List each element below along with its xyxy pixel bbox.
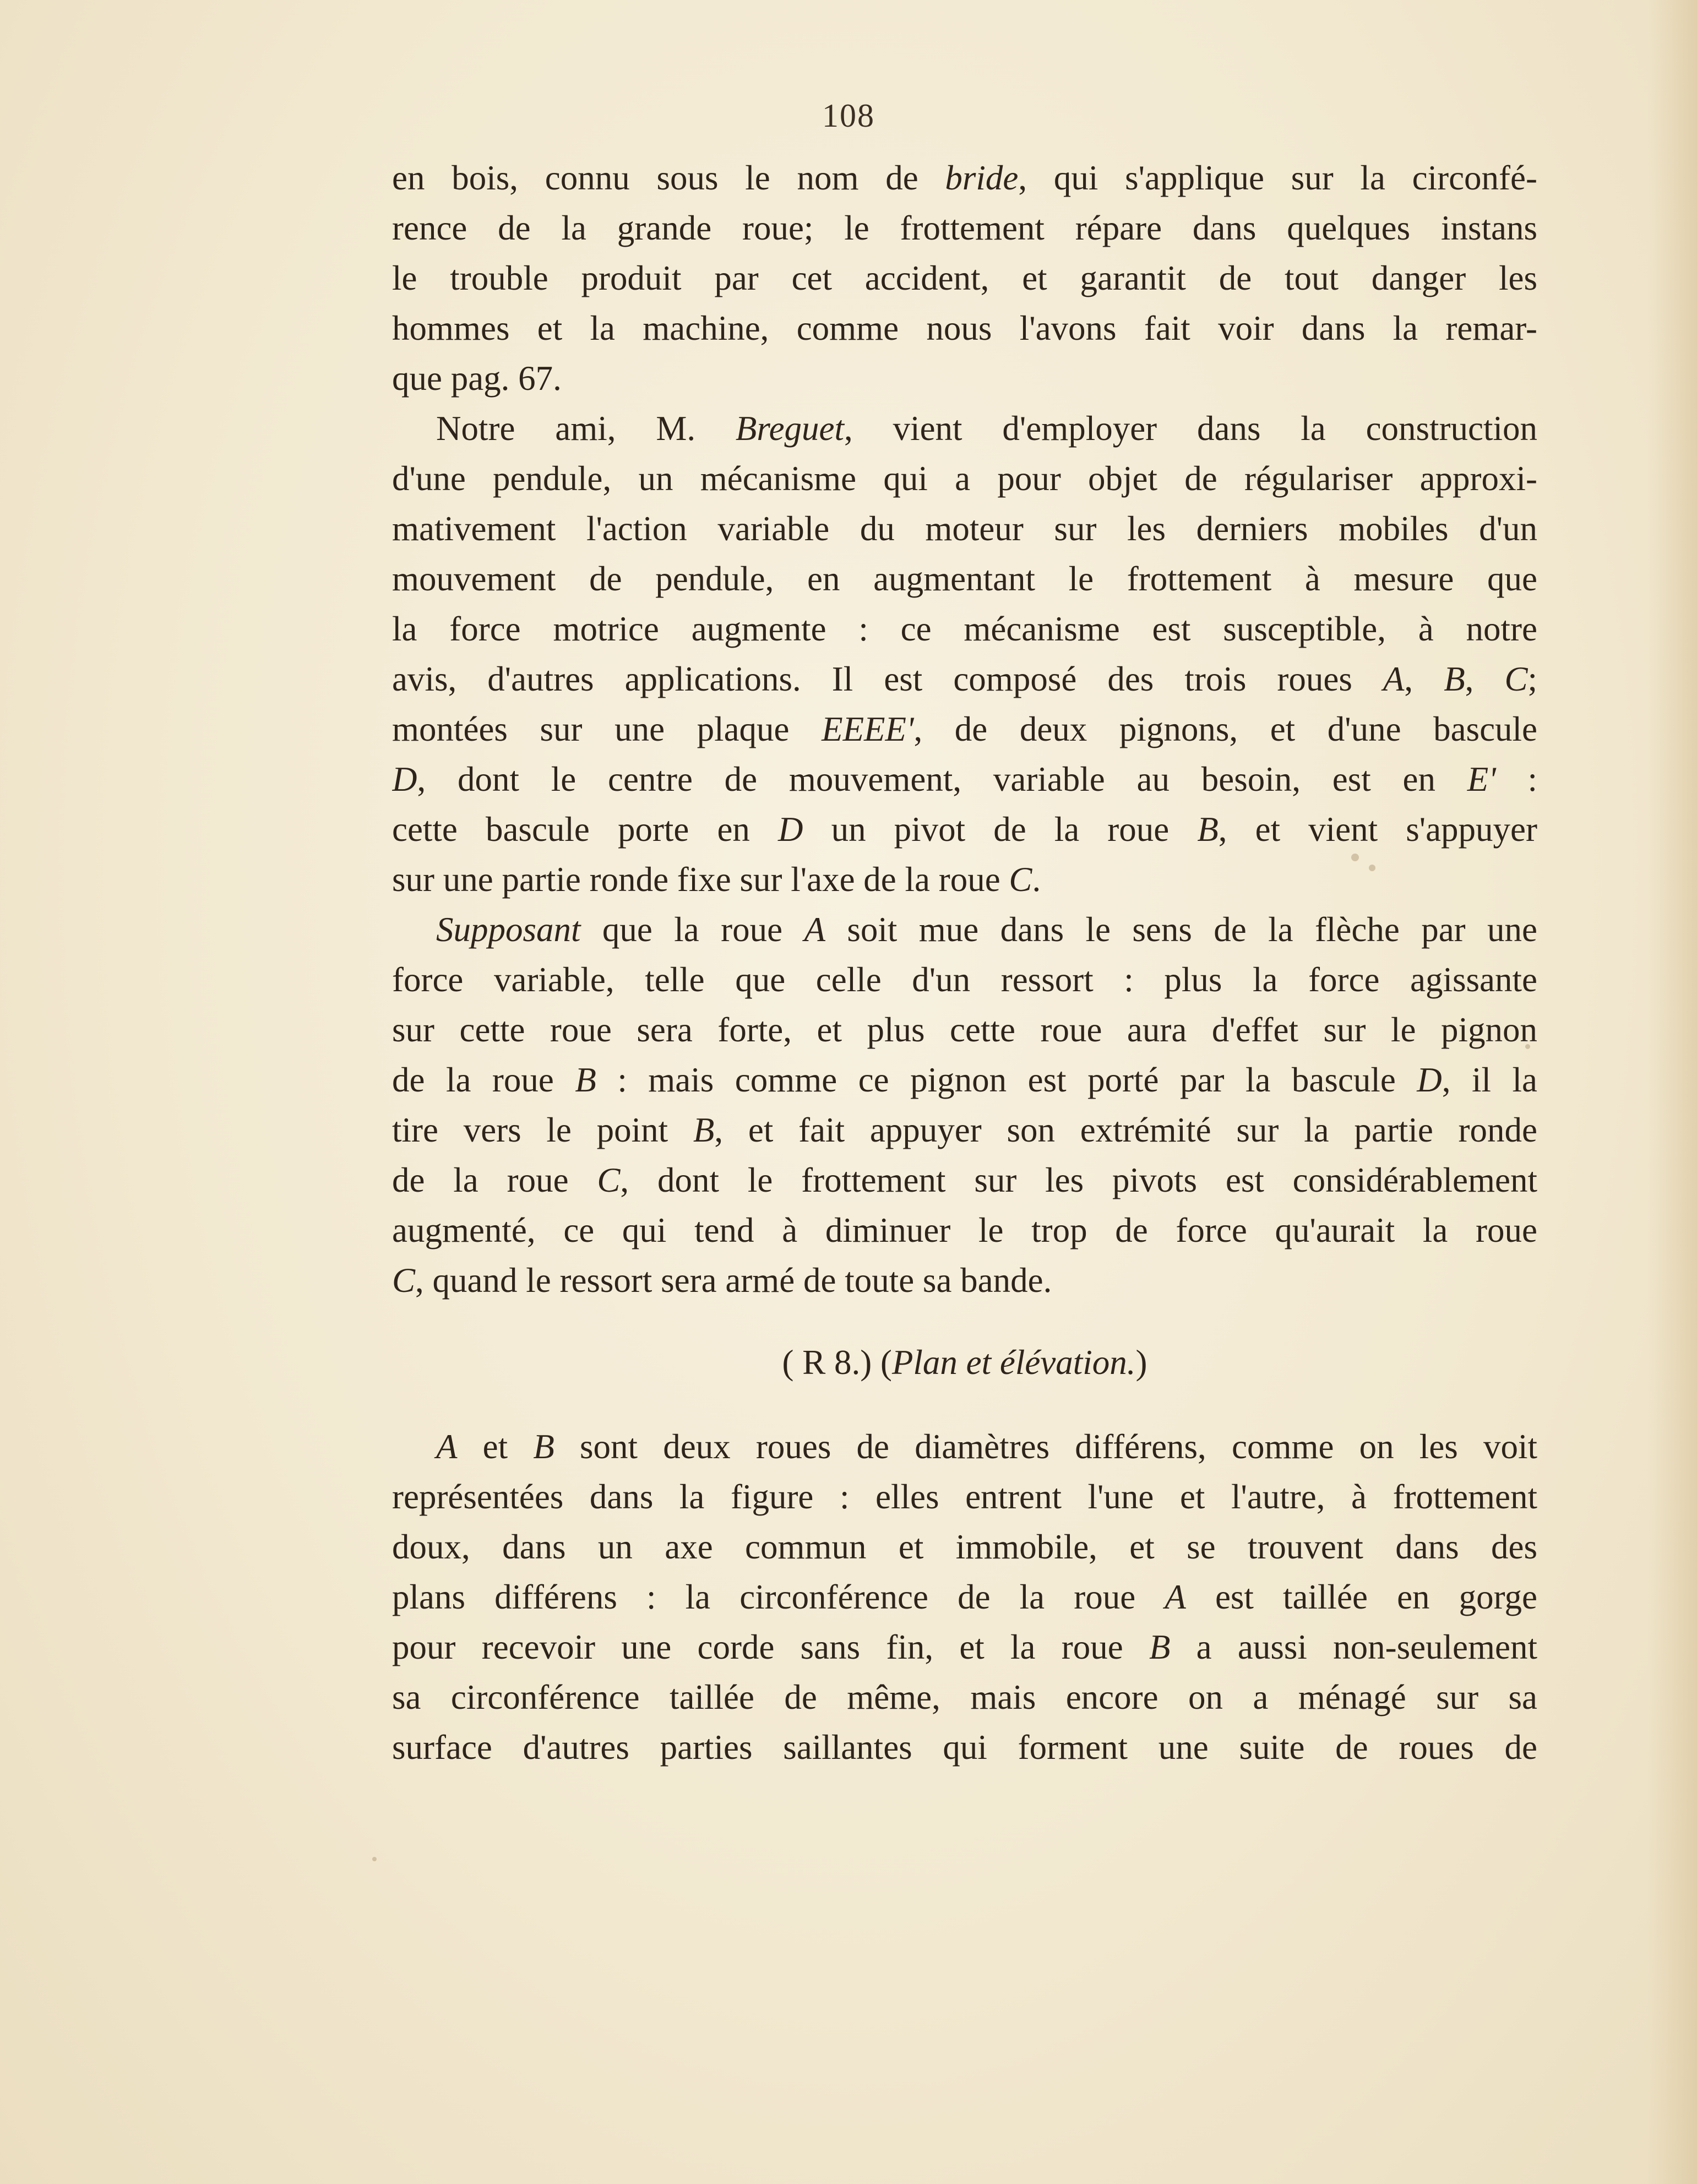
text-line: mativement l'action variable du moteur sur les derniers mobiles d'un xyxy=(392,509,1537,548)
text-line xyxy=(392,1155,1537,1205)
italic-letter: D xyxy=(392,760,417,798)
text-run: soit mue dans le sens de la flèche par une xyxy=(825,910,1537,949)
text-run: de la roue xyxy=(392,1161,597,1199)
text-line: le trouble produit par cet accident, et garantit de tout danger les xyxy=(392,259,1537,297)
italic-letter: B xyxy=(533,1427,554,1466)
text-line xyxy=(392,654,1537,704)
italic-letter: C xyxy=(597,1161,621,1199)
italic-letter: EEEE' xyxy=(822,710,914,748)
text-run: et xyxy=(457,1427,534,1466)
text-line xyxy=(392,1256,1537,1306)
text-line xyxy=(392,704,1537,754)
text-run: , quand le ressort sera armé de toute sa bande. xyxy=(415,1261,1052,1300)
italic-letter: B xyxy=(575,1061,596,1099)
text-line: sur cette roue sera forte, et plus cette roue aura d'effet sur le pignon xyxy=(392,1010,1537,1049)
text-run: , xyxy=(1404,660,1444,698)
text-run: , et fait appuyer son extrémité sur la partie ronde xyxy=(714,1111,1537,1149)
text-line: d'une pendule, un mécanisme qui a pour objet de régulariser approxi- xyxy=(392,459,1537,498)
text-line: hommes et la machine, comme nous l'avons fait voir dans la remar- xyxy=(392,309,1537,347)
text-line xyxy=(392,1105,1537,1155)
text-run: pour recevoir une corde sans fin, et la roue xyxy=(392,1628,1149,1666)
text-line xyxy=(392,905,1537,955)
text-run: plans différens : la circonférence de la roue xyxy=(392,1578,1165,1616)
text-line xyxy=(392,754,1537,805)
text-line xyxy=(392,855,1537,905)
section-heading xyxy=(392,1338,1537,1388)
text-run: ; xyxy=(1527,660,1537,698)
text-run: sont deux roues de diamètres différens, comme on les voit xyxy=(554,1427,1537,1466)
italic-letter: B xyxy=(1444,660,1465,698)
text-line xyxy=(392,1622,1537,1672)
italic-letter: D xyxy=(1417,1061,1442,1099)
italic-letter: A xyxy=(1165,1578,1186,1616)
text-line: rence de la grande roue; le frottement répare dans quelques instans xyxy=(392,209,1537,247)
text-line: la force motrice augmente : ce mécanisme est susceptible, à notre xyxy=(392,610,1537,648)
body-text xyxy=(392,153,1537,1773)
text-run: . xyxy=(1032,860,1041,899)
text-run: a aussi non-seulement xyxy=(1170,1628,1537,1666)
italic-letter: C xyxy=(1009,860,1032,899)
text-run: en bois, connu sous le nom de xyxy=(392,159,945,197)
foxing-spot xyxy=(372,1857,377,1861)
text-run: Notre ami, M. xyxy=(436,409,736,448)
page-edge-shading xyxy=(1647,0,1697,2184)
text-line: représentées dans la figure : elles entrent l'une et l'autre, à frottement xyxy=(392,1477,1537,1516)
text-run: de la roue xyxy=(392,1061,575,1099)
text-line: force variable, telle que celle d'un ressort : plus la force agissante xyxy=(392,960,1537,999)
text-run: montées sur une plaque xyxy=(392,710,822,748)
text-line: que pag. 67. xyxy=(392,359,562,398)
italic-letter: A xyxy=(804,910,825,949)
section-paren: ) xyxy=(1135,1343,1147,1382)
text-run: , dont le centre de mouvement, variable au besoin, est en xyxy=(417,760,1467,798)
italic-letter: A xyxy=(1383,660,1405,698)
text-run: avis, d'autres applications. Il est composé des trois roues xyxy=(392,660,1383,698)
text-line: doux, dans un axe commun et immobile, et se trouvent dans des xyxy=(392,1528,1537,1566)
text-line xyxy=(392,1572,1537,1622)
italic-letter: D xyxy=(778,810,803,849)
text-run: , de deux pignons, et d'une bascule xyxy=(913,710,1537,748)
text-run: , vient d'employer dans la construction xyxy=(844,409,1537,448)
text-run: cette bascule porte en xyxy=(392,810,778,849)
text-run: : xyxy=(1495,760,1537,798)
text-run: est taillée en gorge xyxy=(1185,1578,1537,1616)
italic-letter: C xyxy=(1504,660,1528,698)
text-line: augmenté, ce qui tend à diminuer le trop de force qu'aurait la roue xyxy=(392,1211,1537,1249)
section-label: ( R 8.) xyxy=(782,1343,872,1382)
text-run: , et vient s'appuyer xyxy=(1218,810,1537,849)
text-line: sa circonférence taillée de même, mais encore on a ménagé sur sa xyxy=(392,1678,1537,1716)
text-run: : mais comme ce pignon est porté par la bascule xyxy=(596,1061,1417,1099)
text-run: , il la xyxy=(1442,1061,1537,1099)
text-line: mouvement de pendule, en augmentant le frottement à mesure que xyxy=(392,559,1537,598)
text-line xyxy=(392,153,1537,203)
text-run: sur une partie ronde fixe sur l'axe de la roue xyxy=(392,860,1009,899)
section-paren: ( xyxy=(880,1343,892,1382)
italic-letter: B xyxy=(1197,810,1219,849)
italic-letter: A xyxy=(436,1427,458,1466)
text-run: un pivot de la roue xyxy=(803,810,1198,849)
text-run: , qui s'applique sur la circonfé- xyxy=(1018,159,1537,197)
italic-letter: B xyxy=(693,1111,715,1149)
section-title-italic: Plan et élévation. xyxy=(891,1343,1136,1382)
text-run: que la roue xyxy=(580,910,804,949)
italic-term: bride xyxy=(945,159,1019,197)
text-run: tire vers le point xyxy=(392,1111,693,1149)
italic-letter: C xyxy=(392,1261,416,1300)
italic-name: Breguet xyxy=(735,409,845,448)
text-run: , dont le frottement sur les pivots est considérablement xyxy=(620,1161,1537,1199)
italic-letter: E' xyxy=(1467,760,1496,798)
text-line xyxy=(392,1422,1537,1472)
text-run: , xyxy=(1465,660,1505,698)
italic-word: Supposant xyxy=(436,910,581,949)
text-line xyxy=(392,805,1537,855)
text-line xyxy=(392,1055,1537,1105)
italic-letter: B xyxy=(1149,1628,1171,1666)
page-number: 108 xyxy=(822,97,875,134)
text-line xyxy=(392,404,1537,454)
text-line: surface d'autres parties saillantes qui forment une suite de roues de xyxy=(392,1728,1537,1767)
